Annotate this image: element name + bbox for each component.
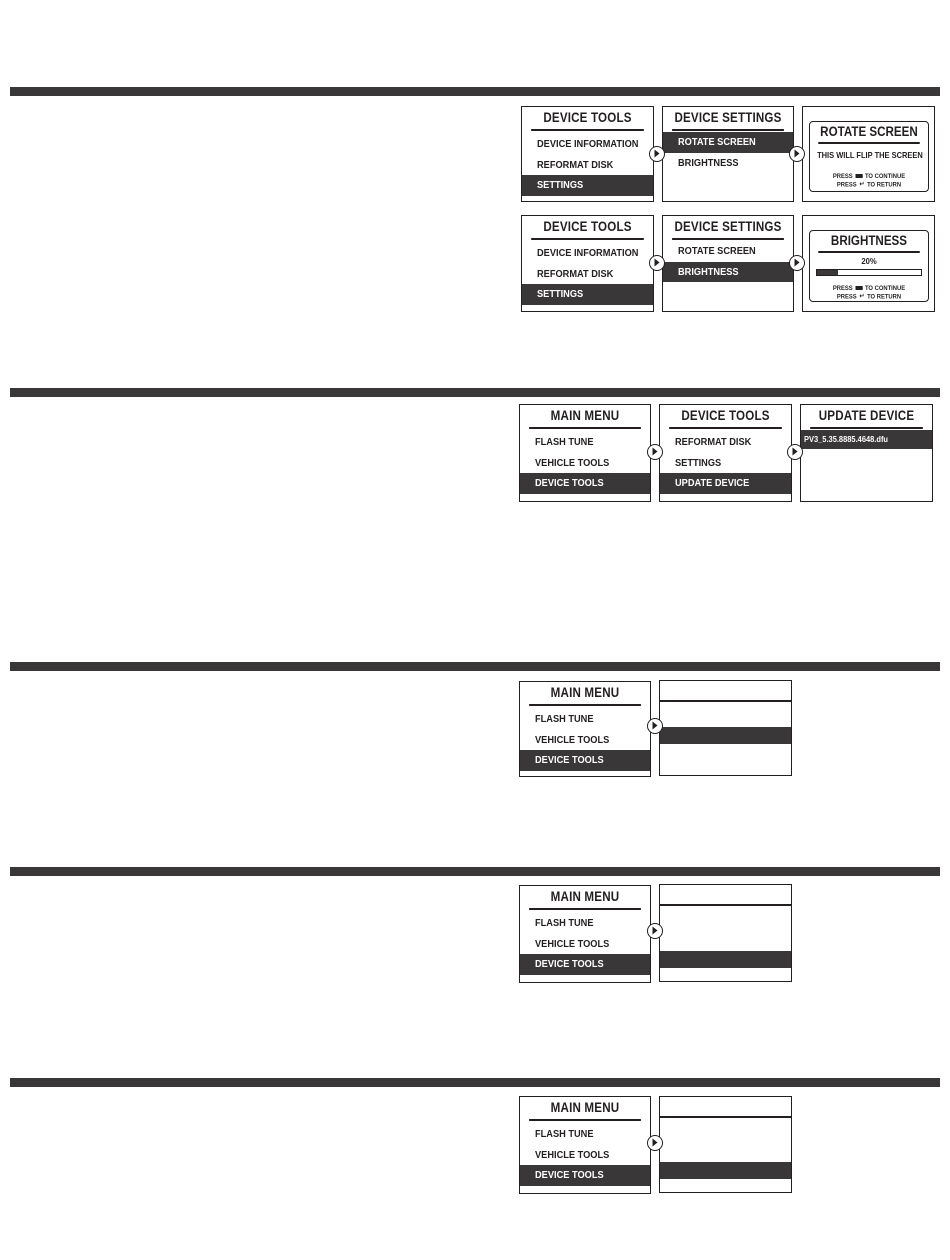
section-divider (10, 1078, 940, 1087)
screen-title: DEVICE TOOLS (669, 405, 782, 429)
chevron-right-icon (647, 923, 663, 939)
chevron-right-icon (647, 1135, 663, 1151)
device-tools-screen (659, 404, 792, 502)
main-menu-screen (519, 681, 651, 777)
return-instruction: PRESS ↵ TO RETURN (836, 293, 902, 301)
menu-item-device-tools[interactable]: DEVICE TOOLS (520, 954, 650, 975)
main-menu-screen (519, 885, 651, 983)
return-arrow-icon: ↵ (859, 293, 865, 300)
return-arrow-icon: ↵ (859, 181, 865, 188)
menu-item-brightness[interactable]: BRIGHTNESS (678, 156, 739, 169)
chevron-right-icon (789, 255, 805, 271)
chevron-right-icon (649, 146, 665, 162)
menu-item-rotate-screen[interactable]: ROTATE SCREEN (678, 245, 756, 257)
device-tools-screen (521, 215, 654, 312)
blank-submenu-screen (659, 680, 792, 776)
section-divider (10, 867, 940, 876)
update-file-item[interactable]: PV3_5.35.8885.4648.dfu (801, 430, 932, 449)
menu-item-vehicle-tools[interactable]: VEHICLE TOOLS (535, 456, 610, 469)
menu-item-vehicle-tools[interactable]: VEHICLE TOOLS (535, 937, 610, 950)
selected-row[interactable] (660, 951, 791, 968)
chevron-right-icon (647, 718, 663, 734)
button-icon (855, 286, 862, 290)
menu-item-device-tools[interactable]: DEVICE TOOLS (520, 473, 650, 494)
brightness-slider-fill (817, 270, 838, 275)
menu-item-flash-tune[interactable]: FLASH TUNE (535, 713, 594, 725)
section-divider (10, 662, 940, 671)
screen-title: MAIN MENU (529, 405, 641, 429)
screen-title: UPDATE DEVICE (810, 405, 923, 429)
menu-item-flash-tune[interactable]: FLASH TUNE (535, 917, 594, 929)
screen-title: DEVICE TOOLS (531, 107, 644, 131)
chevron-right-icon (789, 146, 805, 162)
menu-item-update-device[interactable]: UPDATE DEVICE (660, 473, 791, 494)
blank-submenu-screen (659, 1096, 792, 1193)
menu-item-flash-tune[interactable]: FLASH TUNE (535, 436, 594, 448)
screen-title: MAIN MENU (529, 886, 641, 910)
brightness-percent: 20% (861, 256, 877, 266)
chevron-right-icon (649, 255, 665, 271)
screen-title: MAIN MENU (529, 682, 641, 706)
rotate-screen-dialog (802, 106, 935, 202)
button-icon (855, 174, 862, 178)
device-settings-screen (662, 106, 794, 202)
device-tools-screen (521, 106, 654, 202)
screen-title: DEVICE SETTINGS (672, 216, 784, 240)
section-divider (10, 87, 940, 96)
dialog-title: BRIGHTNESS (818, 231, 919, 253)
chevron-right-icon (647, 444, 663, 460)
brightness-slider[interactable] (816, 269, 922, 276)
brightness-dialog (802, 215, 935, 312)
main-menu-screen (519, 1096, 651, 1194)
continue-instruction: PRESS TO CONTINUE (832, 285, 906, 292)
menu-item-flash-tune[interactable]: FLASH TUNE (535, 1128, 594, 1140)
dialog-title: ROTATE SCREEN (818, 122, 919, 144)
menu-item-rotate-screen[interactable]: ROTATE SCREEN (663, 132, 793, 153)
update-device-screen (800, 404, 933, 502)
continue-instruction: PRESS TO CONTINUE (832, 173, 906, 180)
menu-item-device-information[interactable]: DEVICE INFORMATION (537, 247, 639, 259)
menu-item-reformat-disk[interactable]: REFORMAT DISK (537, 267, 614, 280)
dialog-message: THIS WILL FLIP THE SCREEN (817, 150, 923, 160)
screen-title: DEVICE TOOLS (531, 216, 644, 240)
return-instruction: PRESS ↵ TO RETURN (836, 181, 902, 189)
screen-title: MAIN MENU (529, 1097, 641, 1121)
device-settings-screen (662, 215, 794, 312)
menu-item-device-tools[interactable]: DEVICE TOOLS (520, 750, 650, 771)
menu-item-reformat-disk[interactable]: REFORMAT DISK (537, 158, 614, 171)
menu-item-device-information[interactable]: DEVICE INFORMATION (537, 138, 639, 150)
selected-row[interactable] (660, 1162, 791, 1179)
section-divider (10, 388, 940, 397)
menu-item-settings[interactable]: SETTINGS (522, 175, 653, 196)
menu-item-brightness[interactable]: BRIGHTNESS (663, 262, 793, 283)
menu-item-vehicle-tools[interactable]: VEHICLE TOOLS (535, 733, 610, 746)
menu-item-vehicle-tools[interactable]: VEHICLE TOOLS (535, 1148, 610, 1161)
blank-submenu-screen (659, 884, 792, 982)
menu-item-settings[interactable]: SETTINGS (522, 284, 653, 305)
chevron-right-icon (787, 444, 803, 460)
menu-item-settings[interactable]: SETTINGS (675, 456, 722, 469)
screen-title: DEVICE SETTINGS (672, 107, 784, 131)
selected-row[interactable] (660, 727, 791, 744)
menu-item-device-tools[interactable]: DEVICE TOOLS (520, 1165, 650, 1186)
main-menu-screen (519, 404, 651, 502)
menu-item-reformat-disk[interactable]: REFORMAT DISK (675, 436, 752, 448)
